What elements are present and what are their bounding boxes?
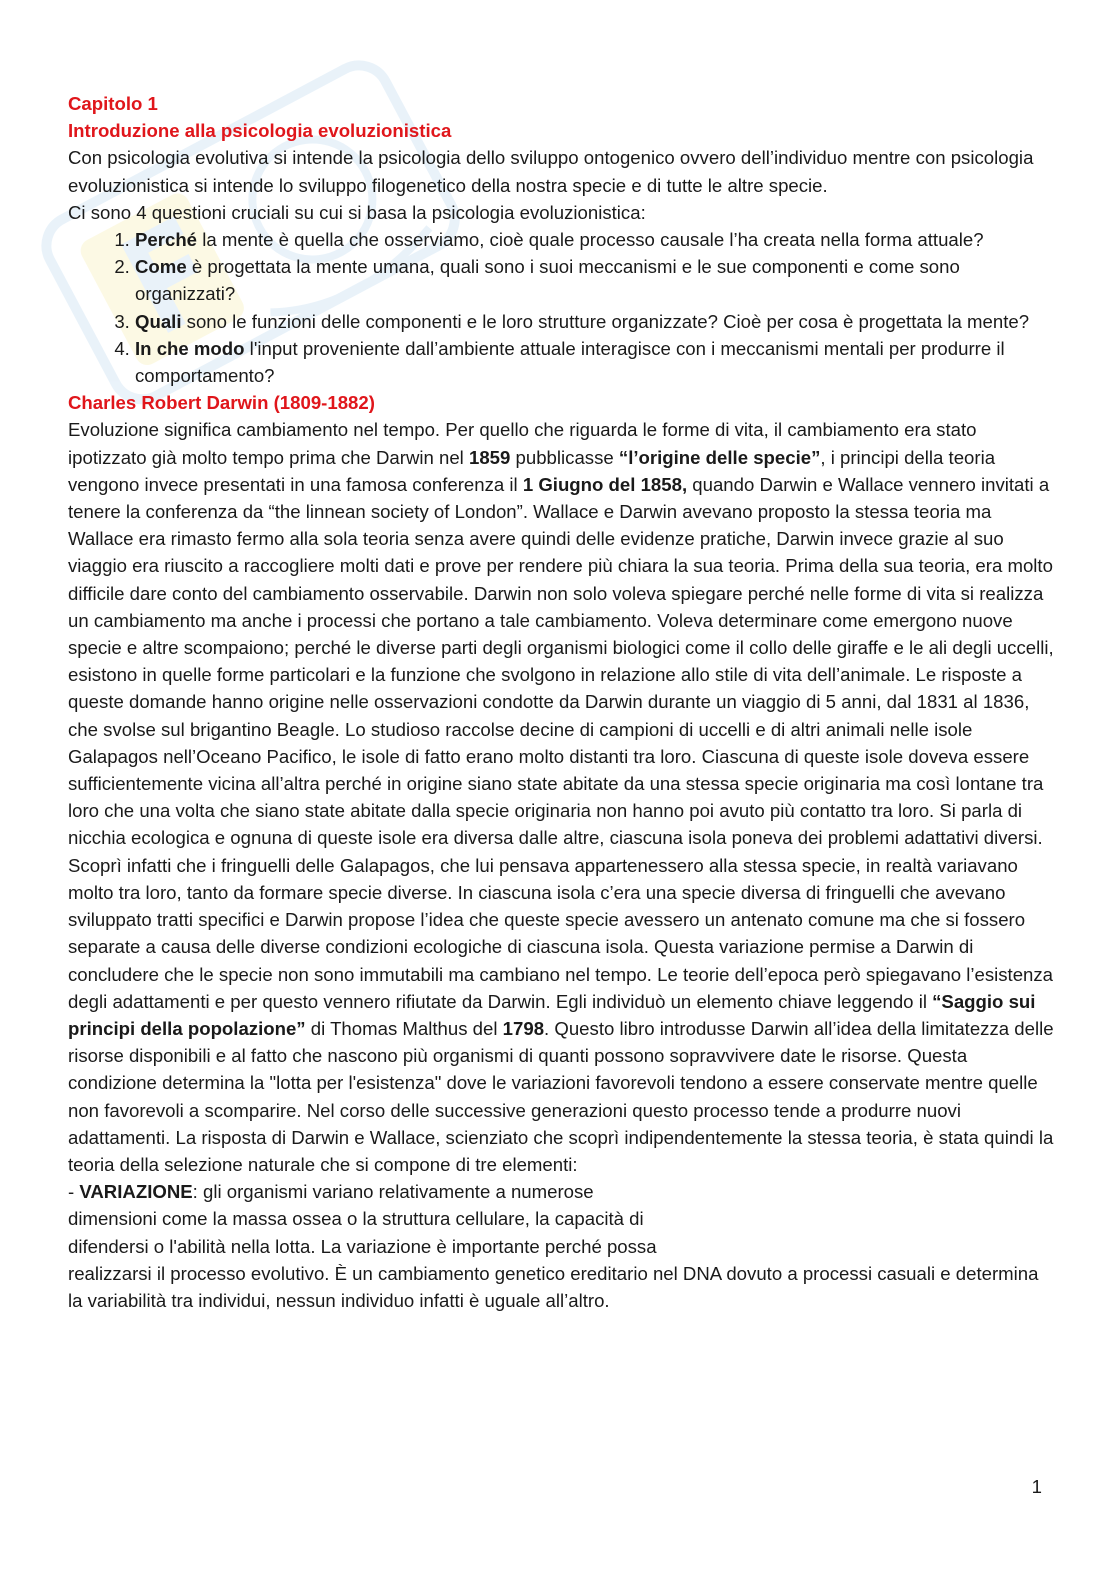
chapter-label: Capitolo 1 xyxy=(68,93,158,114)
questions-list xyxy=(68,226,1058,389)
variation-line-1: - VARIAZIONE: gli organismi variano relativamente a numerose xyxy=(68,1181,594,1203)
chapter-title: Introduzione alla psicologia evoluzionistica xyxy=(68,120,452,142)
document-page xyxy=(68,90,1058,1314)
page-number: 1 xyxy=(1031,1476,1042,1497)
list-item: 4. In che modo l'input proveniente dall’ambiente attuale interagisce con i meccanismi mentali per produrre il comportamento? xyxy=(135,335,1058,389)
intro-paragraph: Con psicologia evolutiva si intende la psicologia dello sviluppo ontogenico ovvero dell’individuo mentre con psicologia evoluzionistica si intende lo sviluppo filogenetico della nostra specie e di tutte le altre specie. xyxy=(68,147,1034,196)
list-item: 2. Come è progettata la mente umana, quali sono i suoi meccanismi e le sue componenti e come sono organizzati? xyxy=(135,253,1058,307)
questions-lead: Ci sono 4 questioni cruciali su cui si basa la psicologia evoluzionistica: xyxy=(68,201,646,223)
list-item: 3. Quali sono le funzioni delle componenti e le loro strutture organizzate? Cioè per cosa è progettata la mente? xyxy=(135,308,1058,335)
variation-line-2: dimensioni come la massa ossea o la struttura cellulare, la capacità di xyxy=(68,1208,644,1230)
darwin-paragraph-1: Evoluzione significa cambiamento nel tempo. Per quello che riguarda le forme di vita, il cambiamento era stato ipotizzato già molto tempo prima che Darwin nel 1859 pubblicasse “l’origine delle specie”, i principi della teoria vengono invece presentati in una famosa conferenza il 1 Giugno del 1858, quando Darwin e Wallace vennero invitati a tenere la conferenza da “the linnean society of London”. Wallace e Darwin avevano proposto la stessa teoria ma Wallace era rimasto fermo alla sola teoria senza avere quindi delle evidenze pratiche, Darwin invece grazie al suo viaggio era riuscito a raccogliere molti dati e prove per rendere più chiara la sua teoria. Prima della sua teoria, era molto difficile dare conto del cambiamento osservabile. Darwin non solo voleva spiegare perché nelle forme di vita si realizza un cambiamento ma anche i processi che portano a tale cambiamento. Voleva determinare come emergono nuove specie e altre scompaiono; perché le diverse parti degli organismi biologici come il collo delle giraffe e le ali degli uccelli, esistono in quelle forme particolari e la funzione che svolgono in relazione allo stile di vita dell’animale. Le risposte a queste domande hanno origine nelle osservazioni condotte da Darwin durante un viaggio di 5 anni, dal 1831 al 1836, che svolse sul brigantino Beagle. Lo studioso raccolse decine di campioni di uccelli e di altri animali nelle isole Galapagos nell’Oceano Pacifico, le isole di fatto erano molto distanti tra loro. Ciascuna di queste isole doveva essere sufficientemente vicina all’altra perché in origine siano state abitate da una stessa specie originaria ma così lontane tra loro che una volta che siano state abitate dalla specie originaria non hanno poi avuto più contatto tra loro. Si parla di nicchia ecologica e ognuna di queste isole era diversa dalle altre, ciascuna isola poneva dei problemi adattativi diversi. xyxy=(68,419,1054,849)
variation-line-3: difendersi o l'abilità nella lotta. La variazione è importante perché possa xyxy=(68,1235,657,1257)
darwin-paragraph-2: Scoprì infatti che i fringuelli delle Galapagos, che lui pensava appartenessero alla stessa specie, in realtà variavano molto tra loro, tanto da formare specie diverse. In ciascuna isola c’era una specie diversa di fringuelli che avevano sviluppato tratti specifici e Darwin propose l’idea che queste specie avessero un antenato comune ma che si fossero separate a causa delle diverse condizioni ecologiche di ciascuna isola. Questa variazione permise a Darwin di concludere che le specie non sono immutabili ma cambiano nel tempo. Le teorie dell’epoca però spiegavano l’esistenza degli adattamenti e per questo vennero rifiutate da Darwin. Egli individuò un elemento chiave leggendo il “Saggio sui principi della popolazione” di Thomas Malthus del 1798. Questo libro introdusse Darwin all’idea della limitatezza delle risorse disponibili e al fatto che nascono più organismi di quanti possono sopravvivere date le risorse. Questa condizione determina la "lotta per l'esistenza" dove le variazioni favorevoli tendono a essere conservate mentre quelle non favorevoli a scomparire. Nel corso delle successive generazioni questo processo tende a produrre nuovi adattamenti. La risposta di Darwin e Wallace, scienziato che scoprì indipendentemente la stessa teoria, è stata quindi la teoria della selezione naturale che si compone di tre elementi: xyxy=(68,854,1054,1175)
list-item: 1. Perché la mente è quella che osserviamo, cioè quale processo causale l’ha creata nella forma attuale? xyxy=(135,226,1058,253)
section-title: Charles Robert Darwin (1809-1882) xyxy=(68,392,375,414)
variation-line-4: realizzarsi il processo evolutivo. È un cambiamento genetico ereditario nel DNA dovuto a processi casuali e determina la variabilità tra individui, nessun individuo infatti è uguale all’altro. xyxy=(68,1262,1039,1311)
